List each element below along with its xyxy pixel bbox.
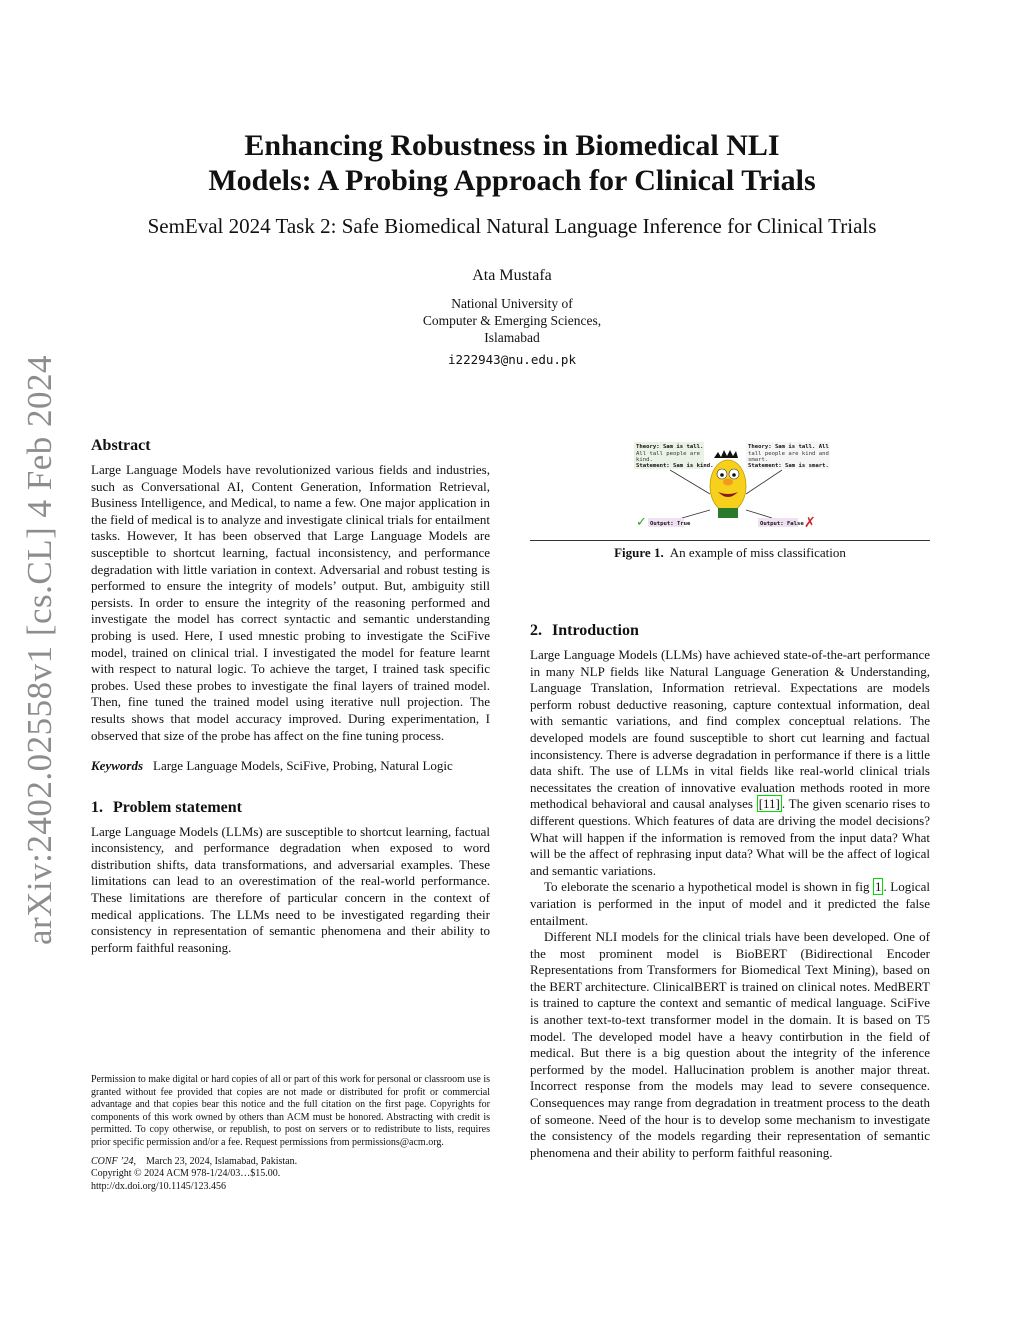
intro-paragraph-3: Different NLI models for the clinical trials have been developed. One of the most prominent model is BioBERT (Bidirectional Encoder Representations from Transformers for Biomedical Text Mining), based on the BERT architecture. ClinicalBERT is trained on clinical notes. MedBERT is trained to capture the context and semantic of medical language. SciFive is another text-to-text transformer model in the domain. It is based on T5 model. The developed model have a heavy contirbution in the field of medical. But there is a big question about the integrity of the inference performed by the model. Hallucination problem is another major threat. Incorrect response from the models may lead to severe consequence. Consequences may range from degradation in treatment process to the death of someone. Need of the hour is to develop some mechanism to investigate the consistency of the models regarding their representation of semantic phenomena and their ability to perform faithful reasoning.	[530, 929, 930, 1160]
title-line-2: Models: A Probing Approach for Clinical Trials	[208, 164, 816, 197]
left-box-line: kind.	[636, 457, 653, 463]
right-box-line: tall people are kind and	[748, 451, 829, 457]
figure-divider	[530, 540, 930, 541]
intro-text: . The given scenario rises to different questions. Which features of data are driving the model decisions? What will happen if the information is removed from the input data? What will be the affect of rephrasing input data? What will be the affect of logical and semantic variations.	[530, 796, 930, 878]
author-name: Ata Mustafa	[472, 267, 552, 284]
left-output-arrow	[682, 510, 710, 518]
figure-reference-link[interactable]: 1	[874, 879, 882, 895]
output-false-label: Output: False	[760, 521, 804, 527]
keywords-text: Large Language Models, SciFive, Probing, Natural Logic	[153, 758, 453, 774]
affiliation-line: National University of	[451, 296, 573, 311]
conference-name: CONF ’24,	[91, 1155, 136, 1167]
figure-caption-label: Figure 1.	[614, 545, 664, 560]
intro-text: . Logical variation is performed in the input of model and it predicted the false entailment.	[530, 879, 930, 928]
left-box-line: All tall people are	[636, 451, 700, 457]
affiliation-line: Islamabad	[484, 330, 540, 345]
abstract-heading: Abstract	[91, 437, 151, 454]
figure-1	[622, 438, 834, 530]
intro-text: Large Language Models (LLMs) have achieved state-of-the-art performance in many NLP fields like Natural Language Generation & Understanding, Language Translation, Information retrieval. Expectations are models perform robust deductive reasoning, capture contextual information, deal with semantic variations, and find complex conceptual relations. The developed models are found susceptible to short cut learning and factual inconsistency. There is adverse degradation in performance if there is a little data shift. The use of LLMs in vital fields like real-world clinical trials necessitates the creation of innovative evaluation methods rooted in more methodical behavioral and causal analyses	[530, 647, 930, 812]
author-affiliation	[0, 295, 1024, 346]
keywords-label: Keywords	[91, 758, 143, 774]
section-2-heading	[530, 621, 930, 641]
abstract-text: Large Language Models have revolutionized various fields and industries, such as Conversational AI, Content Generation, Information Retrieval, Business Intelligence, and Medical, to name a few. One major application in the field of medical is to analyze and investigate clinical trials for entailment tasks. However, It has been observed that Large Language Models are susceptible to shortcut learning, factual inconsistency, and performance degradation with little variation in context. Adversarial and robust testing is performed to ensure the integrity of models’ output. But, ambiguity still persists. In order to ensure the integrity of the reasoning performed and investigate the model has correct syntactic and semantic understanding probing is used. Here, I used mnestic probing to investigate the SciFive model, trained on clinical trial. I investigated the model for feature learnt with respect to natural logic. To achieve the target, I trained task specific probes. Used these probes to investigate the final layers of trained model. Then, fine tuned the trained model using iterative null projection. The results shows that model accuracy improved. During experimentation, I observed that size of the probe has affect on the fine tuning process.	[91, 462, 490, 743]
cross-icon: ✗	[804, 515, 816, 530]
check-icon: ✓	[636, 515, 647, 530]
permission-notice: Permission to make digital or hard copies of all or part of this work for personal or classroom use is granted without fee provided that copies are not made or distributed for profit or commercial advantage and that copies bear this notice and the full citation on the first page. Copyrights for components of this work owned by others than ACM must be honored. Abstracting with credit is permitted. To copy otherwise, or republish, to post on servers or to redistribute to lists, requires prior specific permission and/or a fee. Request permissions from permissions@acm.org.	[91, 1074, 490, 1148]
intro-text: To eleborate the scenario a hypothetical model is shown in fig	[544, 879, 873, 895]
title-block	[0, 128, 1024, 367]
title-line-1: Enhancing Robustness in Biomedical NLI	[244, 129, 780, 162]
section-2-title: Introduction	[552, 622, 639, 639]
paper-title	[0, 128, 1024, 198]
doi-link[interactable]: http://dx.doi.org/10.1145/123.456	[91, 1180, 227, 1192]
right-arrow	[746, 470, 782, 494]
citation-link[interactable]: [11]	[758, 796, 780, 812]
conference-line	[91, 1156, 490, 1169]
left-column	[91, 436, 490, 956]
right-box-line: smart.	[748, 457, 769, 463]
right-output-arrow	[746, 510, 772, 518]
arxiv-identifier-stamp: arXiv:2402.02558v1 [cs.CL] 4 Feb 2024	[20, 354, 59, 946]
author-email: i222943@nu.edu.pk	[448, 352, 576, 367]
figure-1-caption	[530, 545, 930, 561]
intro-paragraph-2	[530, 879, 930, 929]
keywords	[91, 758, 490, 775]
right-box-line: Statement: Sam is smart.	[748, 463, 829, 469]
right-box-line: Theory: Sam is tall. All	[748, 444, 829, 450]
copyright-line: Copyright © 2024 ACM 978-1/24/03…$15.00.	[91, 1168, 281, 1180]
left-box-line: Statement: Sam is kind.	[636, 463, 714, 469]
figure-1-illustration	[622, 438, 834, 530]
affiliation-line: Computer & Emerging Sciences,	[422, 313, 602, 328]
right-column	[530, 621, 930, 1161]
section-1-title: Problem statement	[113, 798, 242, 816]
section-2-number: 2.	[530, 622, 542, 639]
section-1-text: Large Language Models (LLMs) are susceptible to shortcut learning, factual inconsistency, and performance degradation when exposed to word distribution shifts, data transformations, and adversarial examples. These limitations can lead to an overestimation of the real-world performance. These limitations are therefore of particular concern in the context of medical applications. The LLMs need to be investigated regarding their consistency in representation of semantic phenomena and their ability to perform faithful reasoning.	[91, 823, 490, 955]
paper-subtitle: SemEval 2024 Task 2: Safe Biomedical Natural Language Inference for Clinical Trials	[147, 214, 877, 238]
copyright-footnote	[91, 1074, 490, 1193]
section-1-heading	[91, 798, 490, 818]
figure-caption-text: An example of miss classification	[669, 545, 846, 560]
section-1-number: 1.	[91, 798, 103, 816]
left-arrow	[670, 470, 710, 494]
output-true-label: Output: True	[650, 521, 691, 527]
bert-muppet-icon	[710, 450, 746, 518]
conference-detail: March 23, 2024, Islamabad, Pakistan.	[146, 1155, 298, 1167]
left-box-line: Theory: Sam is tall.	[636, 444, 704, 450]
intro-paragraph-1	[530, 647, 930, 879]
